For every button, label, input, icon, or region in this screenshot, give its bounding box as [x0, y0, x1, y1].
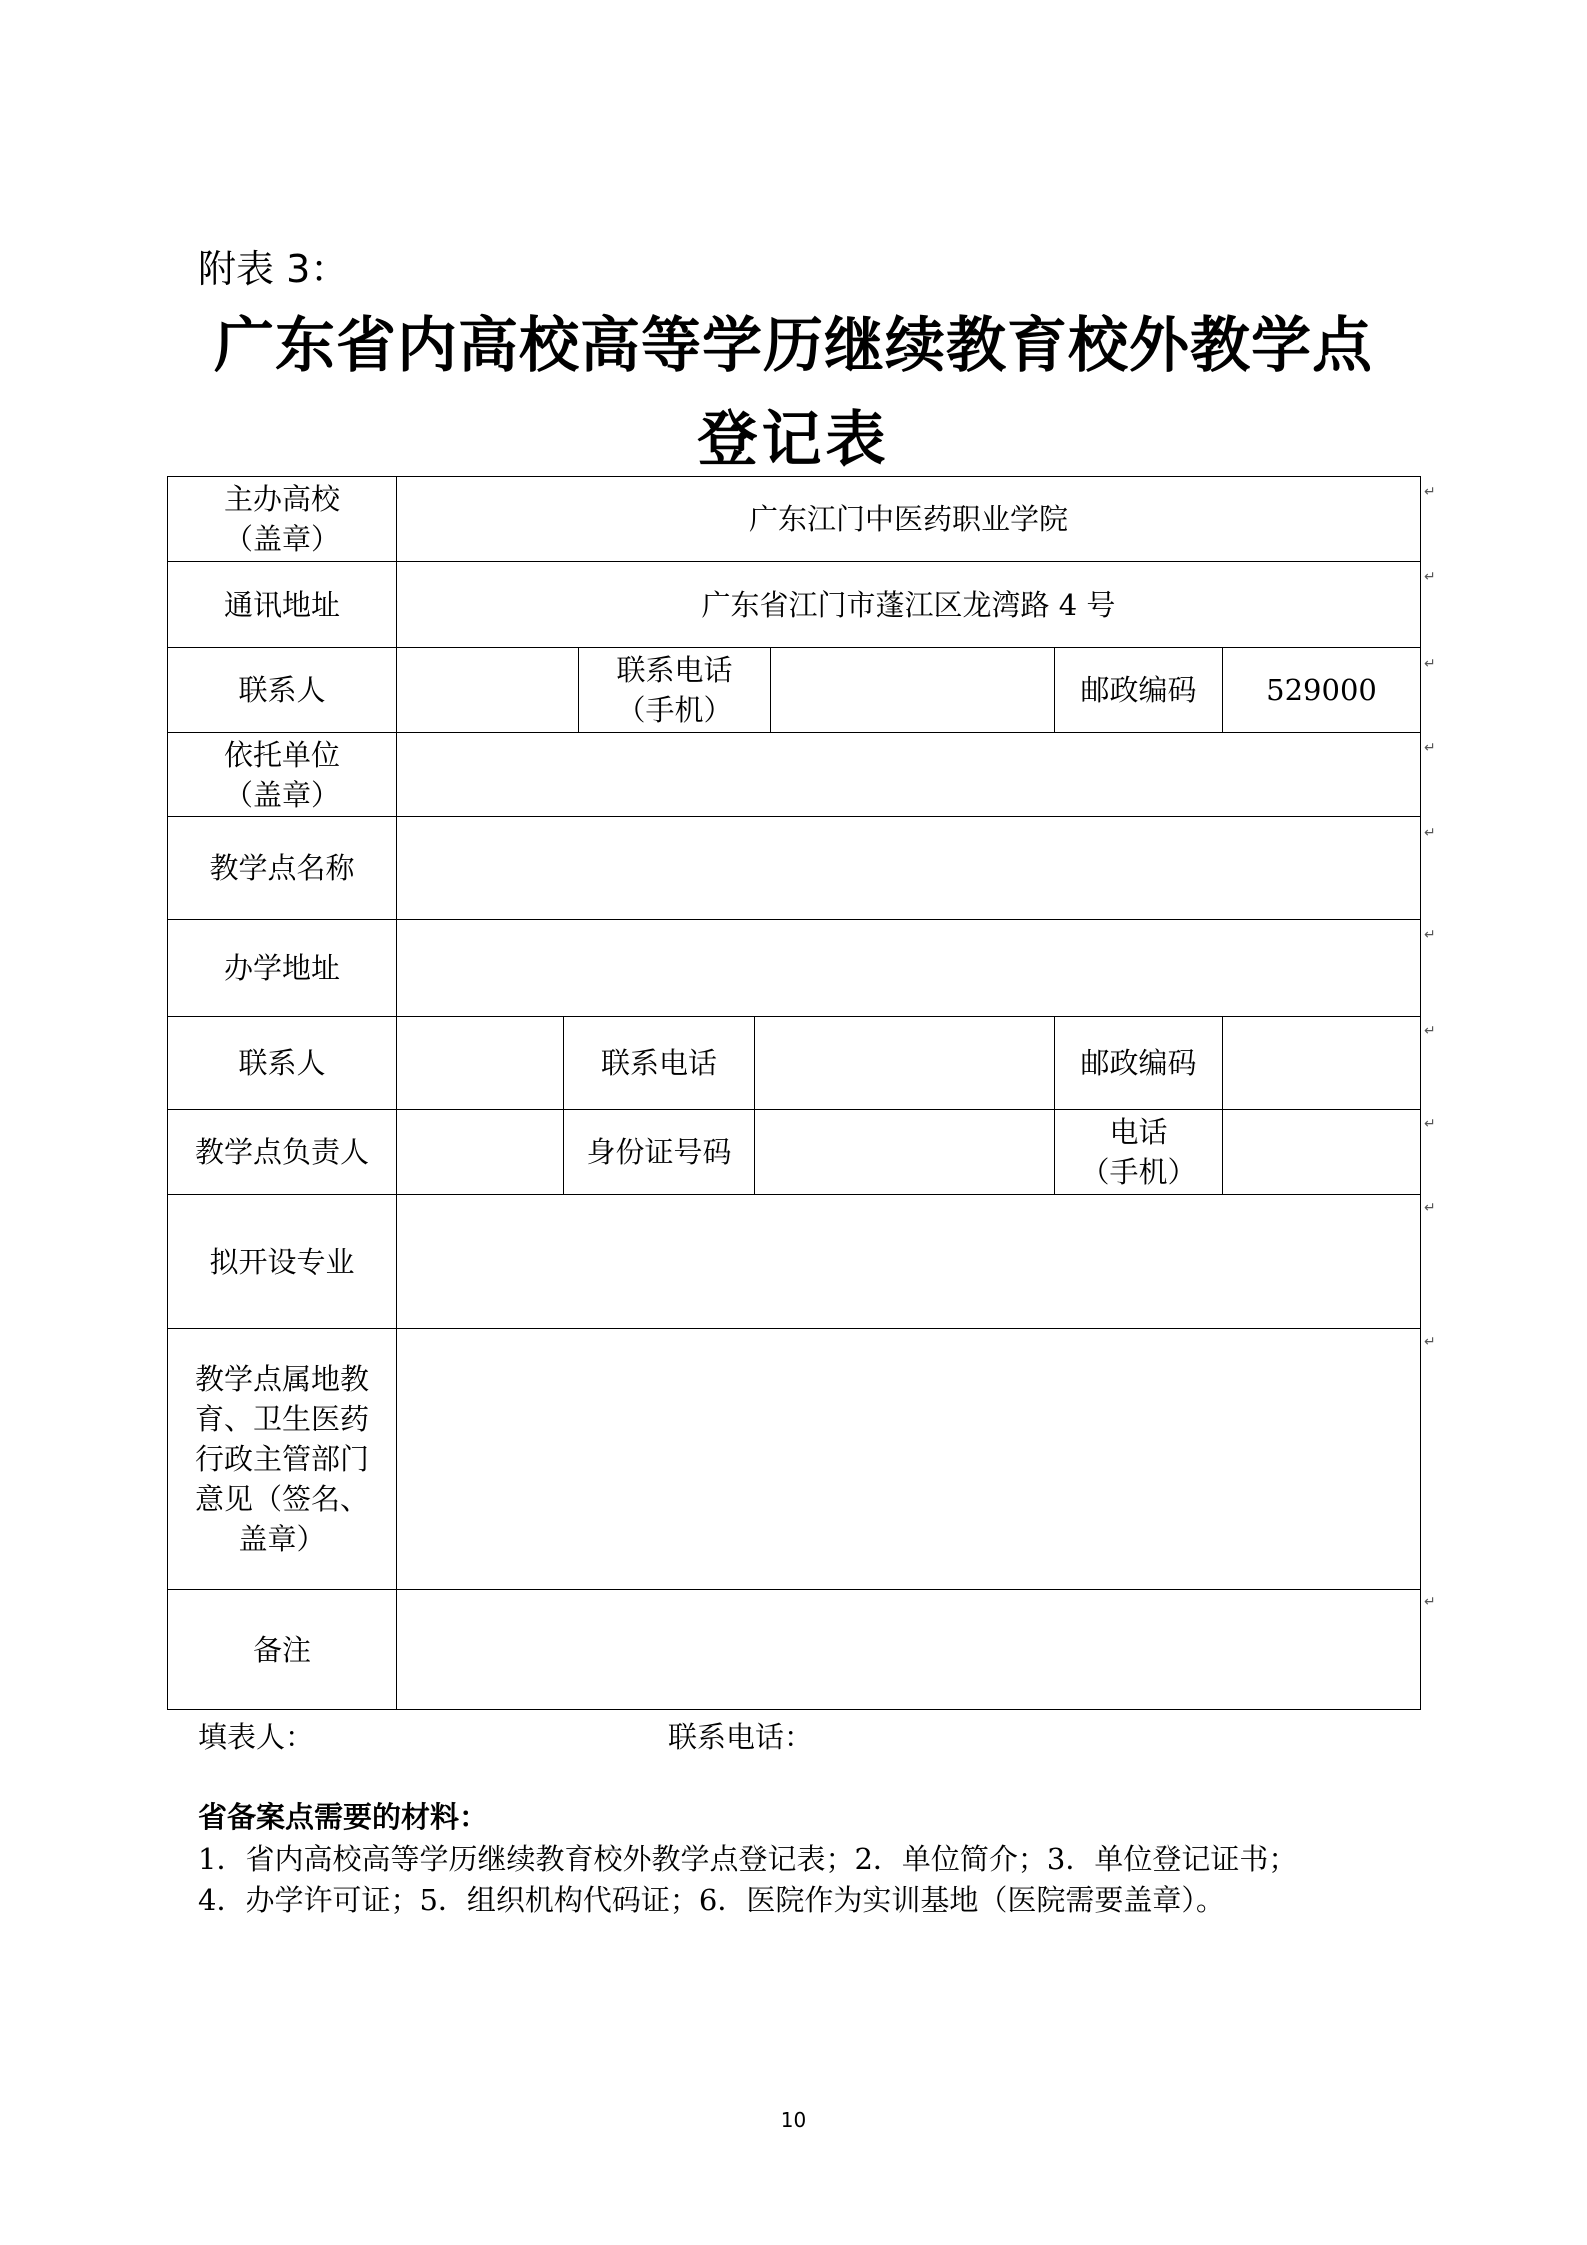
- page-title: 广东省内高校高等学历继续教育校外教学点: [214, 311, 1373, 381]
- site-head-label: 教学点负责人: [168, 1110, 397, 1195]
- site-contact-value[interactable]: [397, 1017, 564, 1110]
- paragraph-mark-icon: ↵: [1424, 1116, 1436, 1132]
- site-head-value[interactable]: [397, 1110, 564, 1195]
- contact-value[interactable]: [397, 648, 579, 733]
- paragraph-mark-icon: ↵: [1424, 1023, 1436, 1039]
- address-label: 通讯地址: [168, 562, 397, 648]
- partner-value[interactable]: [397, 733, 1421, 817]
- postcode-value[interactable]: 529000: [1223, 648, 1421, 733]
- site-name-value[interactable]: [397, 817, 1421, 920]
- table-row: [168, 733, 1421, 817]
- site-address-value[interactable]: [397, 920, 1421, 1017]
- table-row: [168, 920, 1421, 1017]
- filler-label: 填表人：: [198, 1720, 315, 1754]
- paragraph-mark-icon: ↵: [1424, 740, 1436, 756]
- filler-phone-label: 联系电话：: [668, 1720, 814, 1754]
- remarks-value[interactable]: [397, 1590, 1421, 1710]
- opinion-value[interactable]: [397, 1329, 1421, 1590]
- paragraph-mark-icon: ↵: [1424, 656, 1436, 672]
- majors-value[interactable]: [397, 1195, 1421, 1329]
- remarks-label: 备注: [168, 1590, 397, 1710]
- materials-heading: 省备案点需要的材料：: [198, 1800, 489, 1834]
- phone-label: 联系电话 （手机）: [579, 648, 771, 733]
- head-phone-value[interactable]: [1223, 1110, 1421, 1195]
- majors-label: 拟开设专业: [168, 1195, 397, 1329]
- host-school-value[interactable]: 广东江门中医药职业学院: [397, 477, 1421, 562]
- table-row: [168, 648, 1421, 733]
- page-subtitle: 登记表: [697, 405, 890, 475]
- id-number-label: 身份证号码: [564, 1110, 755, 1195]
- registration-form-table: [167, 476, 1421, 1710]
- phone-value[interactable]: [771, 648, 1055, 733]
- table-row: [168, 817, 1421, 920]
- table-row: [168, 1110, 1421, 1195]
- site-postcode-value[interactable]: [1223, 1017, 1421, 1110]
- paragraph-mark-icon: ↵: [1424, 825, 1436, 841]
- table-row: [168, 1017, 1421, 1110]
- paragraph-mark-icon: ↵: [1424, 1200, 1436, 1216]
- partner-label: 依托单位 （盖章）: [168, 733, 397, 817]
- table-row: [168, 1590, 1421, 1710]
- site-phone-label: 联系电话: [564, 1017, 755, 1110]
- page-number: 10: [780, 2108, 807, 2132]
- site-phone-value[interactable]: [755, 1017, 1055, 1110]
- site-address-label: 办学地址: [168, 920, 397, 1017]
- paragraph-mark-icon: ↵: [1424, 569, 1436, 585]
- table-row: [168, 562, 1421, 648]
- paragraph-mark-icon: ↵: [1424, 484, 1436, 500]
- site-name-label: 教学点名称: [168, 817, 397, 920]
- host-school-label: 主办高校 （盖章）: [168, 477, 397, 562]
- appendix-label: 附表 3：: [198, 247, 349, 291]
- table-row: [168, 1329, 1421, 1590]
- table-row: [168, 477, 1421, 562]
- materials-line: 4．办学许可证；5．组织机构代码证；6．医院作为实训基地（医院需要盖章）。: [198, 1883, 1225, 1917]
- address-value[interactable]: 广东省江门市蓬江区龙湾路 4 号: [397, 562, 1421, 648]
- opinion-label: 教学点属地教 育、卫生医药 行政主管部门 意见（签名、 盖章）: [168, 1329, 397, 1590]
- head-phone-label: 电话 （手机）: [1055, 1110, 1223, 1195]
- table-row: [168, 1195, 1421, 1329]
- paragraph-mark-icon: ↵: [1424, 927, 1436, 943]
- id-number-value[interactable]: [755, 1110, 1055, 1195]
- site-contact-label: 联系人: [168, 1017, 397, 1110]
- paragraph-mark-icon: ↵: [1424, 1334, 1436, 1350]
- site-postcode-label: 邮政编码: [1055, 1017, 1223, 1110]
- materials-line: 1．省内高校高等学历继续教育校外教学点登记表；2．单位简介；3．单位登记证书；: [198, 1842, 1298, 1876]
- paragraph-mark-icon: ↵: [1424, 1594, 1436, 1610]
- contact-label: 联系人: [168, 648, 397, 733]
- postcode-label: 邮政编码: [1055, 648, 1223, 733]
